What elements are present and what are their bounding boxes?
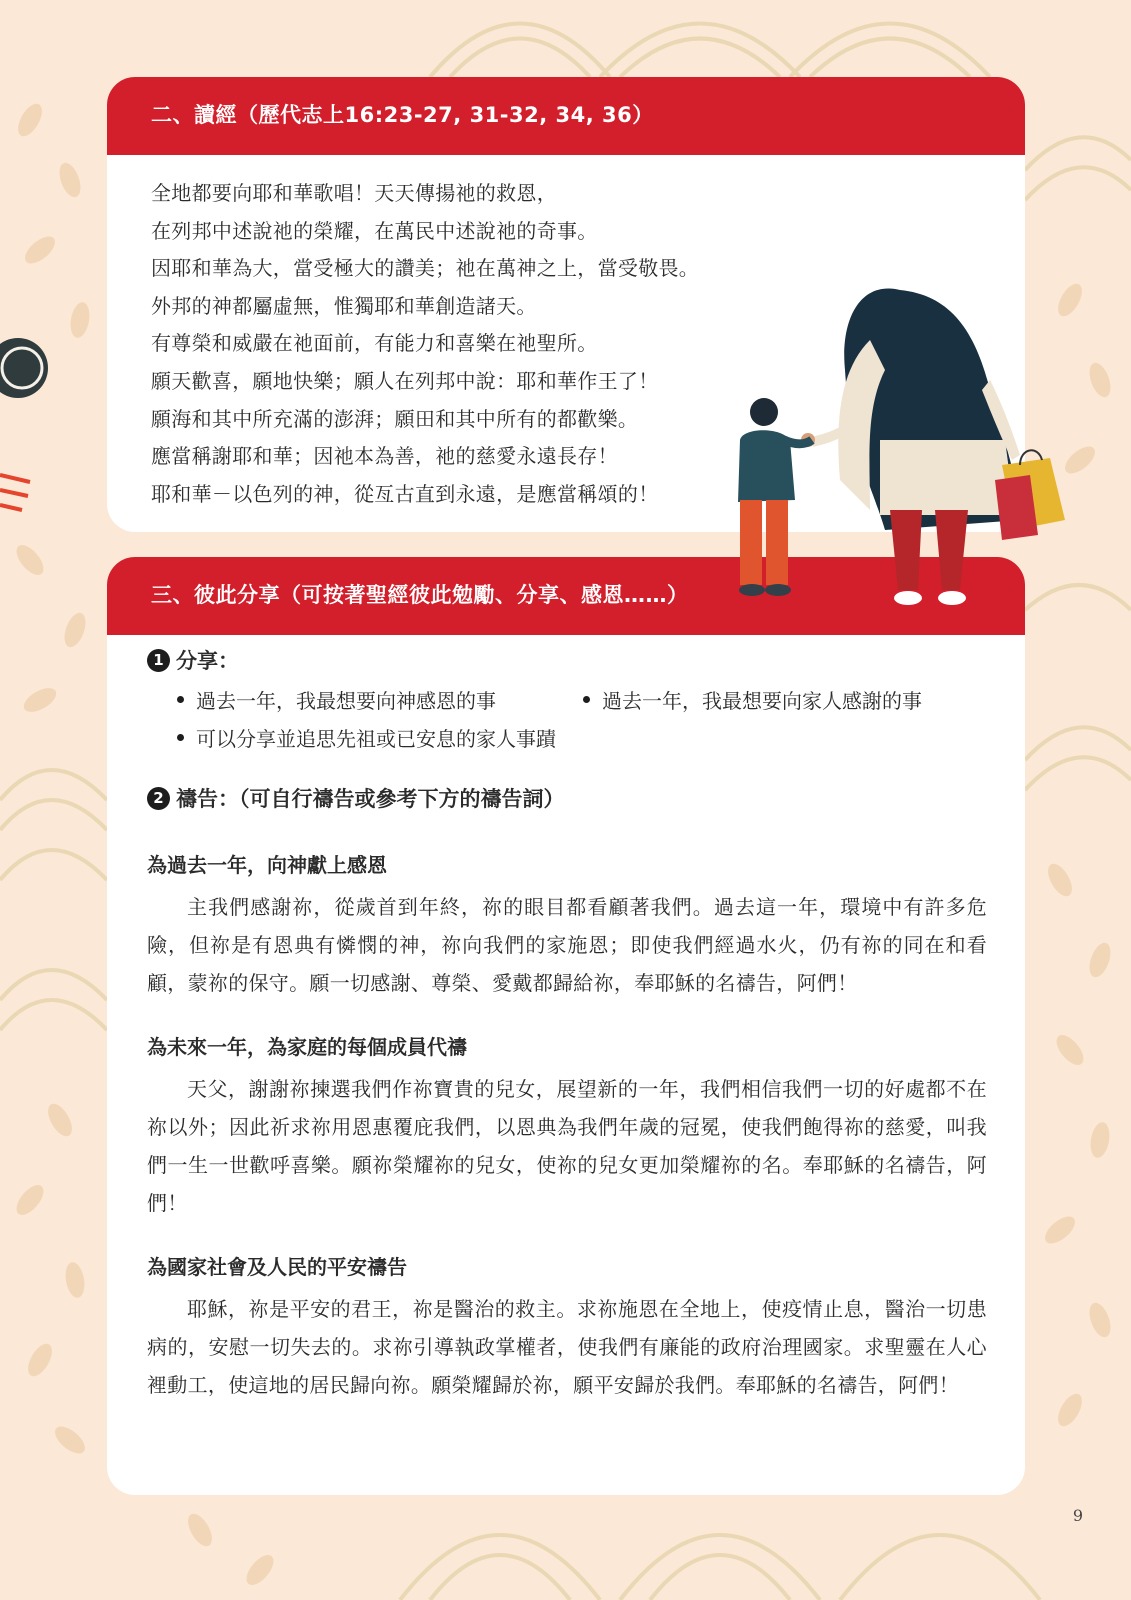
scripture-line: 外邦的神都屬虛無，惟獨耶和華創造諸天。 xyxy=(151,293,537,318)
prayer-label: 禱告：（可自行禱告或參考下方的禱告詞） xyxy=(176,787,565,811)
scripture-line: 在列邦中述說祂的榮耀，在萬民中述說祂的奇事。 xyxy=(151,218,598,243)
scripture-section-title: 二、讀經（歷代志上16:23-27, 31-32, 34, 36） xyxy=(107,77,1025,155)
prayer-body: 耶穌，祢是平安的君王，祢是醫治的救主。求祢施恩在全地上，使疫情止息，醫治一切患病的，安慰一切失去的。求祢引導執政掌權者，使我們有廉能的政府治理國家。求聖靈在人心裡動工，使這地的居民歸向祢。願榮耀歸於祢，願平安歸於我們。奉耶穌的名禱告，阿們！ xyxy=(147,1297,987,1397)
number-badge: 1 xyxy=(147,649,170,672)
mother-child-illustration xyxy=(720,280,1080,620)
bullet-dot xyxy=(177,734,184,741)
bullet-dot xyxy=(177,696,184,703)
prayer-heading xyxy=(147,783,987,813)
share-heading xyxy=(147,645,987,675)
number-badge: 2 xyxy=(147,787,170,810)
scripture-line: 因耶和華為大，當受極大的讚美；祂在萬神之上，當受敬畏。 xyxy=(151,256,700,281)
list-item: 過去一年，我最想要向家人感謝的事 xyxy=(583,685,922,714)
scripture-line: 願海和其中所充滿的澎湃；願田和其中所有的都歡樂。 xyxy=(151,406,639,431)
scripture-line: 有尊榮和威嚴在祂面前，有能力和喜樂在祂聖所。 xyxy=(151,331,598,356)
list-item: 可以分享並追思先祖或已安息的家人事蹟 xyxy=(177,723,556,752)
sharing-section-title: 三、彼此分享（可按著聖經彼此勉勵、分享、感恩……） xyxy=(107,557,1025,635)
list-item: 過去一年，我最想要向神感恩的事 xyxy=(177,685,496,714)
share-block xyxy=(147,645,987,765)
prayer-block xyxy=(147,783,987,813)
scripture-line: 耶和華－以色列的神，從亙古直到永遠，是應當稱頌的！ xyxy=(151,481,659,506)
scripture-line: 應當稱謝耶和華；因祂本為善，祂的慈愛永遠長存！ xyxy=(151,444,618,469)
prayer-title: 為國家社會及人民的平安禱告 xyxy=(147,1255,407,1279)
prayer-item xyxy=(147,1031,987,1222)
prayer-title: 為未來一年，為家庭的每個成員代禱 xyxy=(147,1035,467,1059)
prayer-item xyxy=(147,849,987,1002)
bullet-dot xyxy=(583,696,590,703)
prayer-body: 天父，謝謝祢揀選我們作祢寶貴的兒女，展望新的一年，我們相信我們一切的好處都不在祢以外；因此祈求祢用恩惠覆庇我們，以恩典為我們年歲的冠冕，使我們飽得祢的慈愛，叫我們一生一世歡呼喜樂。願祢榮耀祢的兒女，使祢的兒女更加榮耀祢的名。奉耶穌的名禱告，阿們！ xyxy=(147,1077,987,1215)
scripture-line: 全地都要向耶和華歌唱！天天傳揚祂的救恩， xyxy=(151,181,557,205)
prayer-title: 為過去一年，向神獻上感恩 xyxy=(147,853,387,877)
sharing-card xyxy=(107,557,1025,1495)
scripture-line: 願天歡喜，願地快樂；願人在列邦中說：耶和華作王了！ xyxy=(151,368,659,393)
prayer-item xyxy=(147,1251,987,1404)
prayer-body: 主我們感謝祢，從歲首到年終，祢的眼目都看顧著我們。過去這一年，環境中有許多危險，但祢是有恩典有憐憫的神，祢向我們的家施恩；即使我們經過水火，仍有祢的同在和看顧，蒙祢的保守。願一切感謝、尊榮、愛戴都歸給祢，奉耶穌的名禱告，阿們！ xyxy=(147,895,987,995)
share-label: 分享： xyxy=(176,649,239,673)
page-number: 9 xyxy=(1072,1506,1083,1525)
